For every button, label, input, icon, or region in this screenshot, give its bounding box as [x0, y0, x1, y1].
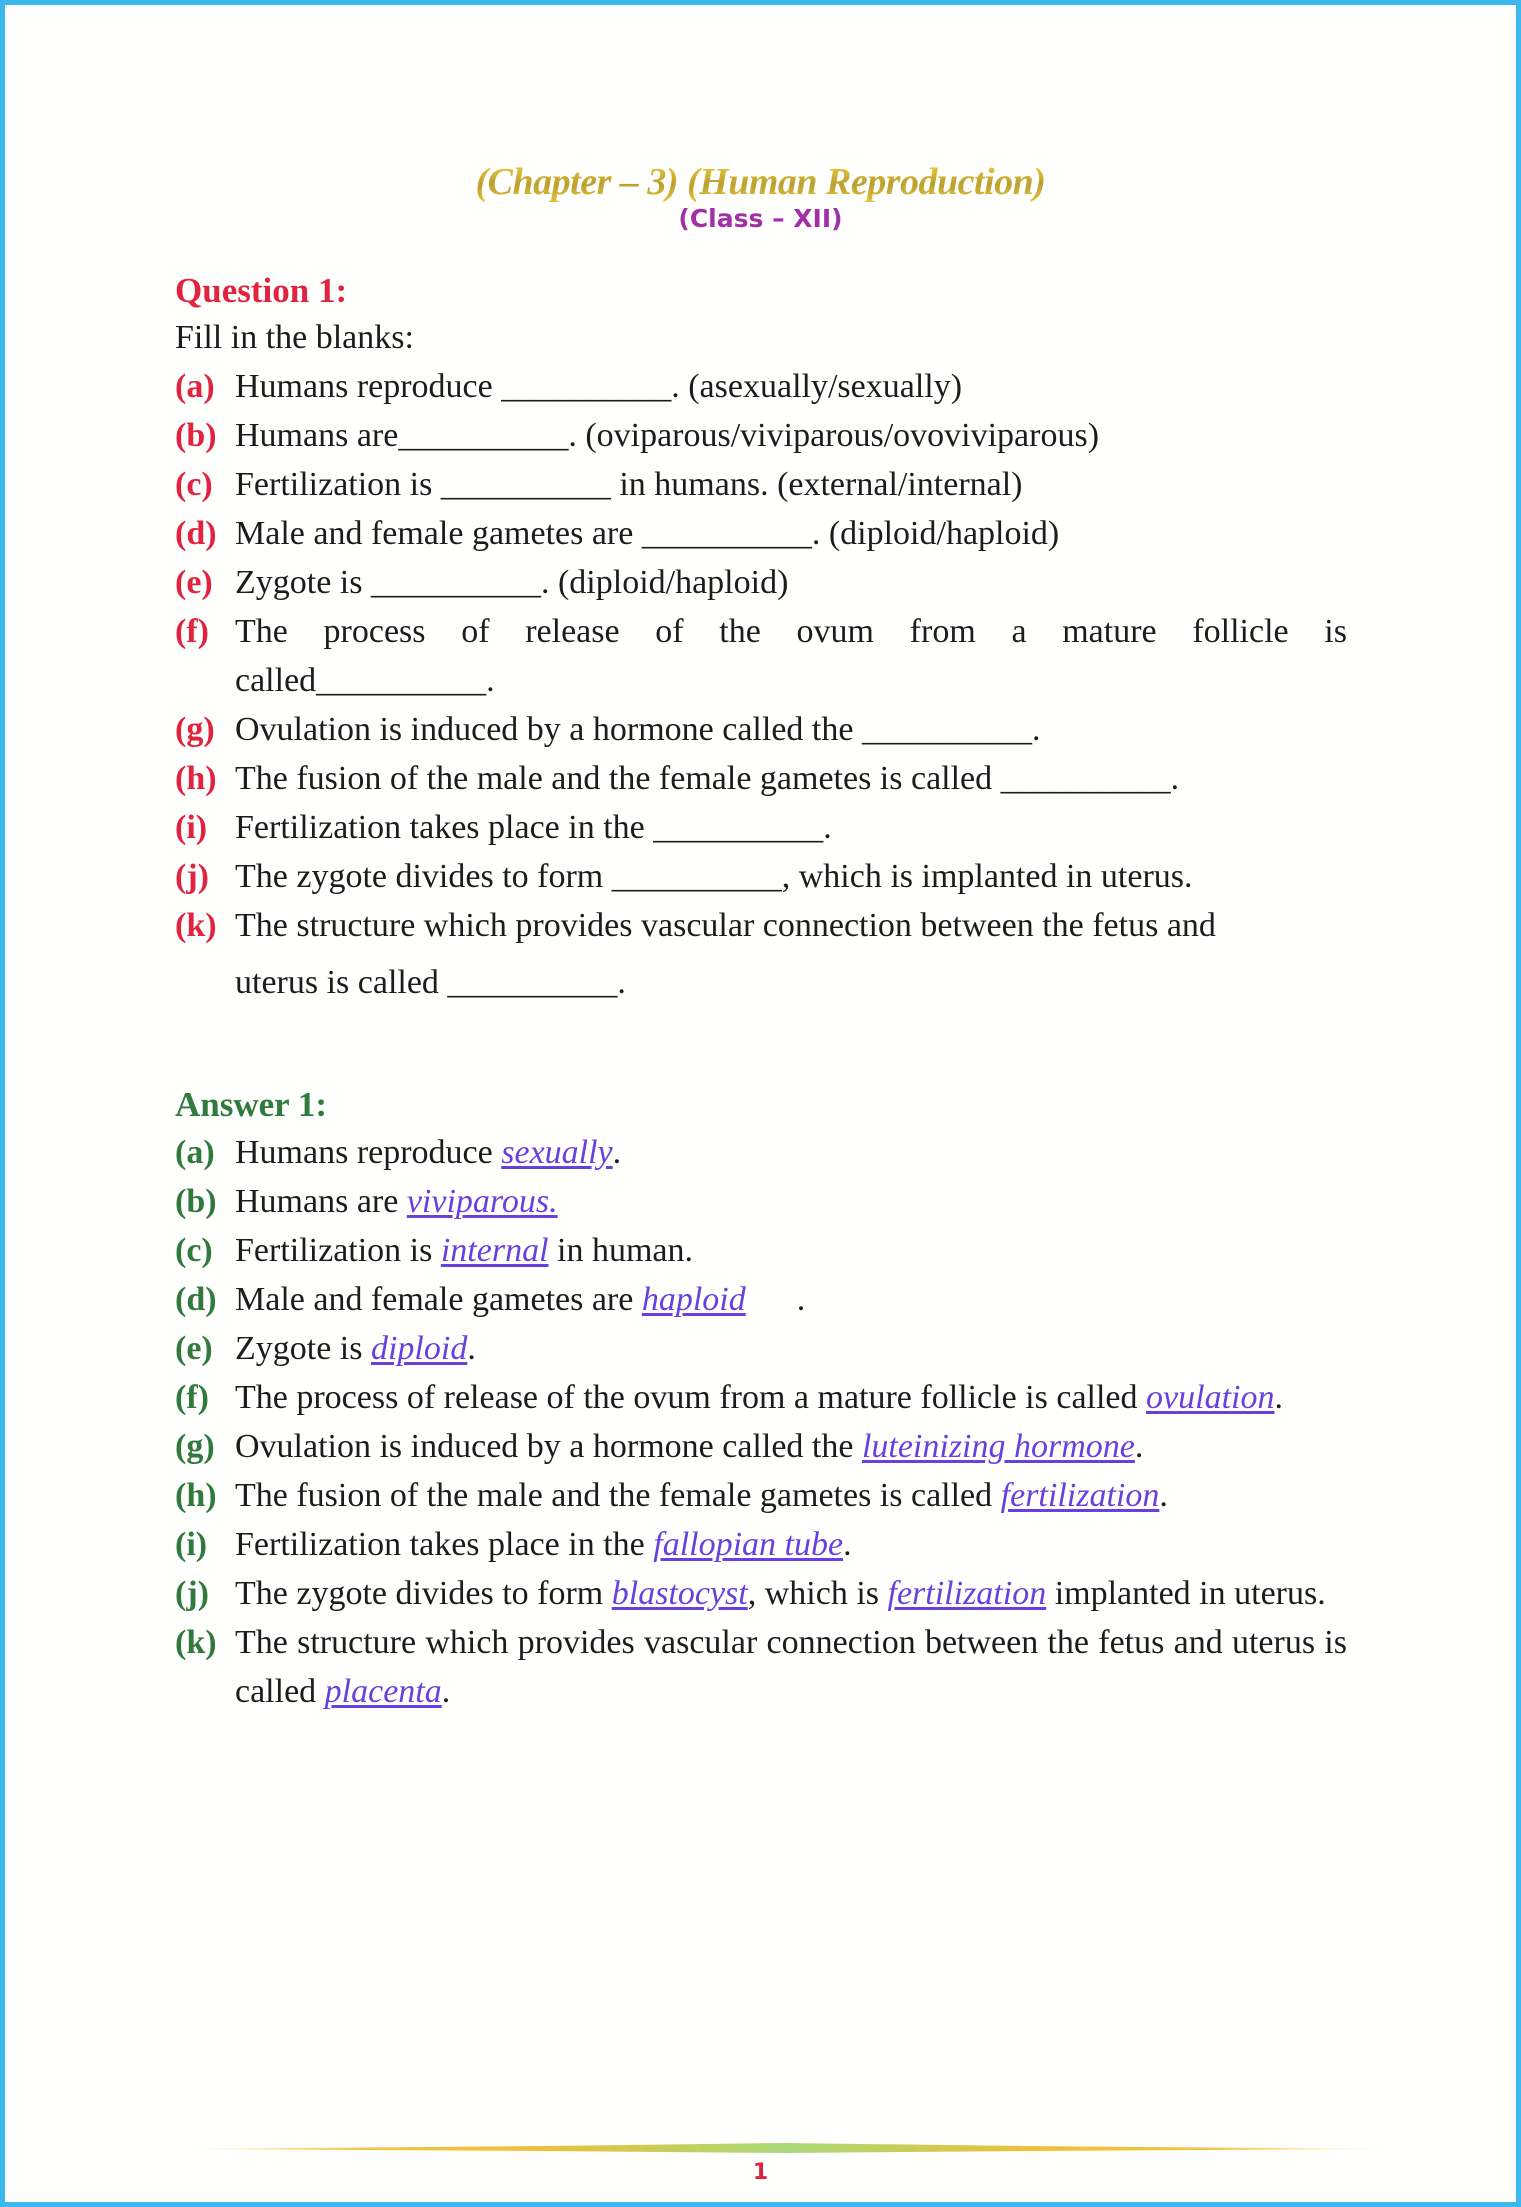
- item-text-wrap: [235, 607, 1347, 705]
- answer-word: luteinizing hormone: [861, 1428, 1135, 1465]
- answer-word: viviparous.: [406, 1183, 558, 1220]
- item-marker: (c): [175, 1232, 213, 1269]
- item-text: [235, 1569, 1347, 1618]
- item-text: [235, 1275, 1347, 1324]
- answer-prefix: Humans are: [235, 1183, 407, 1220]
- item-text: Humans reproduce __________. (asexually/sexually): [235, 368, 963, 405]
- item-text: [235, 1177, 1347, 1226]
- answer-suffix: .: [1134, 1428, 1144, 1465]
- item-marker: (g): [175, 1428, 215, 1465]
- answer-word: blastocyst: [611, 1575, 748, 1612]
- question-heading: Question 1:: [175, 271, 348, 310]
- item-text: Male and female gametes are __________. (diploid/haploid): [235, 515, 1060, 552]
- answer-prefix: Fertilization is: [235, 1232, 441, 1269]
- item-marker: (b): [175, 417, 217, 454]
- answer-item-f: [175, 1373, 1347, 1422]
- answer-item-b: [175, 1177, 1347, 1226]
- answer-prefix: Humans reproduce: [235, 1134, 502, 1171]
- item-text: Fertilization is __________ in humans. (external/internal): [235, 466, 1023, 503]
- item-text: Humans are__________. (oviparous/viviparous/ovoviviparous): [235, 417, 1100, 454]
- question-item-b: [175, 411, 1347, 460]
- item-marker: (g): [175, 711, 215, 748]
- item-marker: (i): [175, 1526, 208, 1563]
- item-marker: (j): [175, 1575, 209, 1612]
- answer-item-c: [175, 1226, 1347, 1275]
- answer-item-h: [175, 1471, 1347, 1520]
- answer-word-2: fertilization: [887, 1575, 1047, 1612]
- question-item-h: [175, 754, 1347, 803]
- item-marker: (d): [175, 1281, 217, 1318]
- question-item-c: [175, 460, 1347, 509]
- answer-prefix: Fertilization takes place in the: [235, 1526, 654, 1563]
- answer-word: sexually: [501, 1134, 613, 1171]
- question-item-e: [175, 558, 1347, 607]
- item-marker: (c): [175, 466, 213, 503]
- question-item-a: [175, 362, 1347, 411]
- answer-prefix: Zygote is: [235, 1330, 371, 1367]
- item-marker: (d): [175, 515, 217, 552]
- item-text: [235, 1226, 1347, 1275]
- answer-middle: , which is: [747, 1575, 888, 1612]
- item-text: [235, 1373, 1347, 1422]
- question-item-j: [175, 852, 1347, 901]
- answer-item-k: [175, 1618, 1347, 1716]
- answer-heading: Answer 1:: [175, 1085, 327, 1124]
- item-text: Ovulation is induced by a hormone called the __________.: [235, 711, 1041, 748]
- answer-suffix: .: [612, 1134, 622, 1171]
- section-spacer: [175, 1016, 1347, 1082]
- answer-word: diploid: [370, 1330, 468, 1367]
- question-item-k: [175, 901, 1347, 1016]
- answer-prefix: The zygote divides to form: [235, 1575, 612, 1612]
- item-text: [235, 1128, 1347, 1177]
- chapter-title: (Chapter – 3) (Human Reproduction): [0, 160, 1521, 204]
- item-text-wrap: [235, 901, 1347, 1016]
- item-text: [235, 1618, 1347, 1716]
- item-marker: (f): [175, 613, 209, 650]
- answer-prefix: The structure which provides vascular connection between the fetus and uterus is called: [235, 1624, 1347, 1710]
- answer-suffix: .: [467, 1330, 476, 1367]
- item-text: The zygote divides to form __________, which is implanted in uterus.: [235, 858, 1193, 895]
- answer-item-e: [175, 1324, 1347, 1373]
- answer-suffix: .: [745, 1281, 806, 1318]
- item-marker: (a): [175, 368, 215, 405]
- answer-prefix: Ovulation is induced by a hormone called the: [235, 1428, 862, 1465]
- class-title: (Class – XII): [678, 204, 843, 233]
- answer-prefix: Male and female gametes are: [235, 1281, 642, 1318]
- page-number: 1: [752, 2160, 769, 2185]
- item-marker: (j): [175, 858, 209, 895]
- item-marker: (f): [175, 1379, 209, 1416]
- item-marker: (a): [175, 1134, 215, 1171]
- answer-item-i: [175, 1520, 1347, 1569]
- item-text-line1: The structure which provides vascular connection between the fetus and: [235, 907, 1216, 944]
- answer-item-g: [175, 1422, 1347, 1471]
- item-marker: (k): [175, 907, 217, 944]
- item-marker: (h): [175, 1477, 217, 1514]
- item-text-line2: called__________.: [235, 662, 495, 699]
- page-content: [175, 268, 1347, 1716]
- answer-prefix: The fusion of the male and the female gametes is called: [235, 1477, 1001, 1514]
- item-text: [235, 1422, 1347, 1471]
- item-text: Fertilization takes place in the __________.: [235, 809, 832, 846]
- item-text: [235, 1471, 1347, 1520]
- item-text-line1: The process of release of the ovum from a mature follicle is: [235, 613, 1347, 650]
- item-text-line2: uterus is called __________.: [235, 964, 626, 1001]
- answer-suffix: in human.: [548, 1232, 694, 1269]
- item-text: The fusion of the male and the female gametes is called __________.: [235, 760, 1180, 797]
- answer-prefix: The process of release of the ovum from a mature follicle is called: [235, 1379, 1138, 1416]
- answer-item-j: [175, 1569, 1347, 1618]
- question-item-f: [175, 607, 1347, 705]
- answer-word: fertilization: [1000, 1477, 1160, 1514]
- answer-item-d: [175, 1275, 1347, 1324]
- answer-item-a: [175, 1128, 1347, 1177]
- item-marker: (k): [175, 1624, 217, 1661]
- answer-word: fallopian tube: [653, 1526, 844, 1563]
- item-text: Zygote is __________. (diploid/haploid): [235, 564, 789, 601]
- answer-word: ovulation: [1146, 1379, 1275, 1416]
- item-marker: (e): [175, 1330, 213, 1367]
- answer-word: placenta: [324, 1673, 442, 1710]
- question-item-g: [175, 705, 1347, 754]
- page-header: [0, 160, 1521, 234]
- answer-word: internal: [440, 1232, 549, 1269]
- item-marker: (h): [175, 760, 217, 797]
- answer-suffix: .: [1159, 1477, 1168, 1514]
- item-marker: (i): [175, 809, 208, 846]
- item-text: [235, 1324, 1347, 1373]
- question-instruction: Fill in the blanks:: [175, 319, 414, 356]
- answer-suffix: .: [843, 1526, 852, 1563]
- item-marker: (b): [175, 1183, 217, 1220]
- answer-suffix: .: [441, 1673, 451, 1710]
- answer-suffix: .: [1274, 1379, 1283, 1416]
- item-text: [235, 1520, 1347, 1569]
- question-item-i: [175, 803, 1347, 852]
- answer-suffix: implanted in uterus.: [1046, 1575, 1326, 1612]
- answer-word: haploid: [641, 1281, 746, 1318]
- item-marker: (e): [175, 564, 213, 601]
- question-item-d: [175, 509, 1347, 558]
